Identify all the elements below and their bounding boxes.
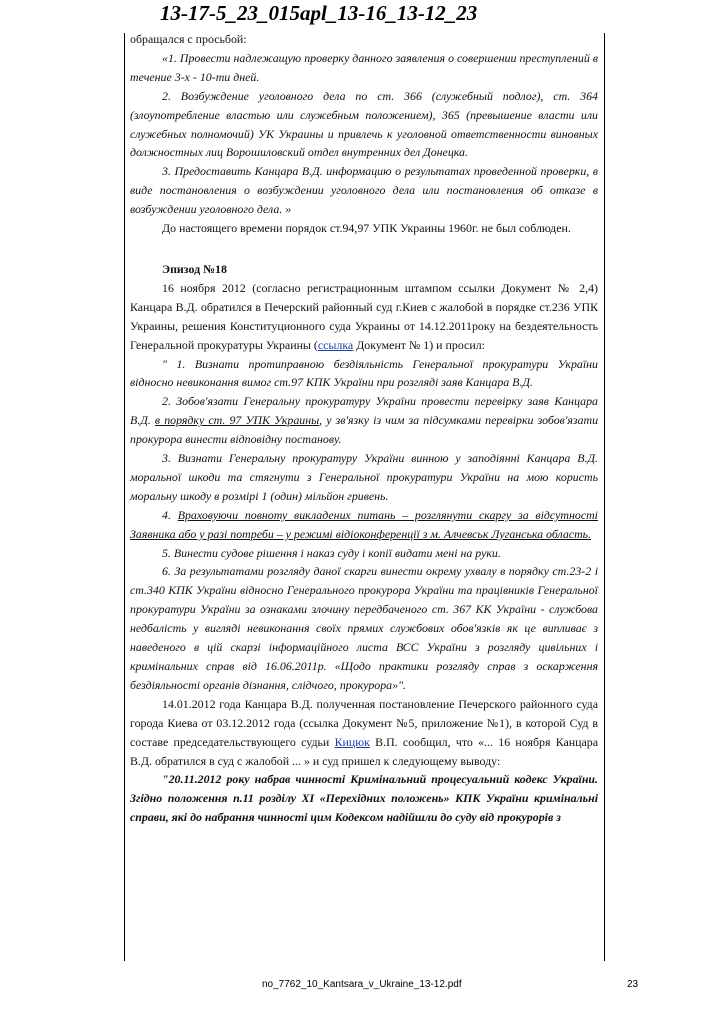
paragraph: 16 ноября 2012 (согласно регистрационным штампом ссылки Документ № 2,4) Канцара В.Д. обратился в Печерский районный суд г.Киев с жалобой в порядке ст.236 УПК Украины, решения Конституционного суда Украины от 14.12.2011року на бездеятельность Генеральной прокуратуры Украины (ссылка Документ № 1) и просил: <box>130 280 598 352</box>
body-text-line: обращался с просьбой: <box>130 32 247 46</box>
quote-item-5: 5. Винести судове рішення і наказ суду і копії видати мені на руки. <box>162 545 501 560</box>
request-item-1: «1. Провести надлежащую проверку данного заявления о совершении преступлений в течение 3-х - 10-ти дней. <box>130 50 598 84</box>
document-header-title: 13-17-5_23_015apl_13-16_13-12_23 <box>160 1 478 25</box>
quote-item-6: 6. За результатами розгляду даної скарги винести окрему ухвалу в порядку ст.23-2 і ст.340 КПК України відносно Генерального прокурора України та працівників Генеральної прокуратури України за ознаками злочину передбаченого ст. 367 КК України - службова недбалість у вигляді невиконання своїх прямих службових обов'язків як це випливає з наведеного в цій скарзі інформаційного листа ВСС України з розгляду цивільних і кримінальних справ від 16.06.2011р. «Щодо практики розгляду справ з оскарження бездіяльності органів дізнання, слідчого, прокурора»". <box>130 564 598 692</box>
paragraph: 14.01.2012 года Канцара В.Д. полученная постановление Печерского районного суда города Киева от 03.12.2012 года (ссылка Документ №5, приложение №1), в которой Суд в составе председательствующего судьи Кицюк В.П. сообщил, что «... 16 ноября Канцара В.Д. обратился в суд с жалобой ... » и суд пришел к следующему выводу: <box>130 696 598 768</box>
quote-paragraph: "20.11.2012 року набрав чинності Кримінальний процесуальний кодекс України. Згідно положення п.11 розділу XI «Перехідних положень» КПК України кримінальні справи, які до набрання чинності цим Кодексом надійшли до суду від прокурорів з <box>130 772 598 825</box>
left-margin-line <box>124 33 125 961</box>
quote-item-2: 2. Зобов'язати Генеральну прокуратуру України провести перевірку заяв Канцара В.Д. в порядку ст. 97 УПК Украины, у зв'язку із чим за підсумками перевірки зобов'язати прокурора винести відповідну постанову. <box>130 394 599 447</box>
quote-item-1: " 1. Визнати протиправною бездіяльність Генеральної прокуратури України відносно невиконання вимог ст.97 КПК України при розгляді заяв Канцара В.Д. <box>130 356 598 390</box>
right-margin-line <box>604 33 605 961</box>
paragraph: До настоящего времени порядок ст.94,97 УПК Украины 1960г. не был соблюден. <box>162 221 571 236</box>
request-item-2: 2. Возбуждение уголовного дела по ст. 366 (служебный подлог), ст. 364 (злоупотребление властью или служебным положением), 365 (превышение власти или служебных полномочий) УК Украины и привлечь к уголовной ответственности виновных должностных лиц Ворошиловский отдел внутренних дел Донецка. <box>130 88 598 160</box>
quote-item-4: 4. Враховуючи повноту викладених питань – розглянути скаргу за відсутності Заявника або у разі потреби – у режимі відіоконференції з м. Алчевськ Луганська область. <box>130 507 598 541</box>
quote-item-3: 3. Визнати Генеральну прокуратуру України винною у заподіянні Канцара В.Д. моральної шкоди та стягнути з Генеральної прокуратури України на мою користь моральну шкоду в розмірі 1 (один) мільйон гривень. <box>130 451 598 503</box>
episode-heading: Эпизод №18 <box>162 261 227 276</box>
footer-filename: no_7762_10_Kantsara_v_Ukraine_13-12.pdf <box>262 979 462 990</box>
request-item-3: 3. Предоставить Канцара В.Д. информацию о результатах проведенной проверки, в виде постановления о возбуждении уголовного дела или постановления об отказе в возбуждении уголовного дела. » <box>130 164 598 217</box>
judge-link[interactable]: Кицюк <box>334 734 370 749</box>
document-body <box>130 30 598 827</box>
page-number: 23 <box>627 979 639 990</box>
document-link[interactable]: ссылка <box>317 337 354 352</box>
